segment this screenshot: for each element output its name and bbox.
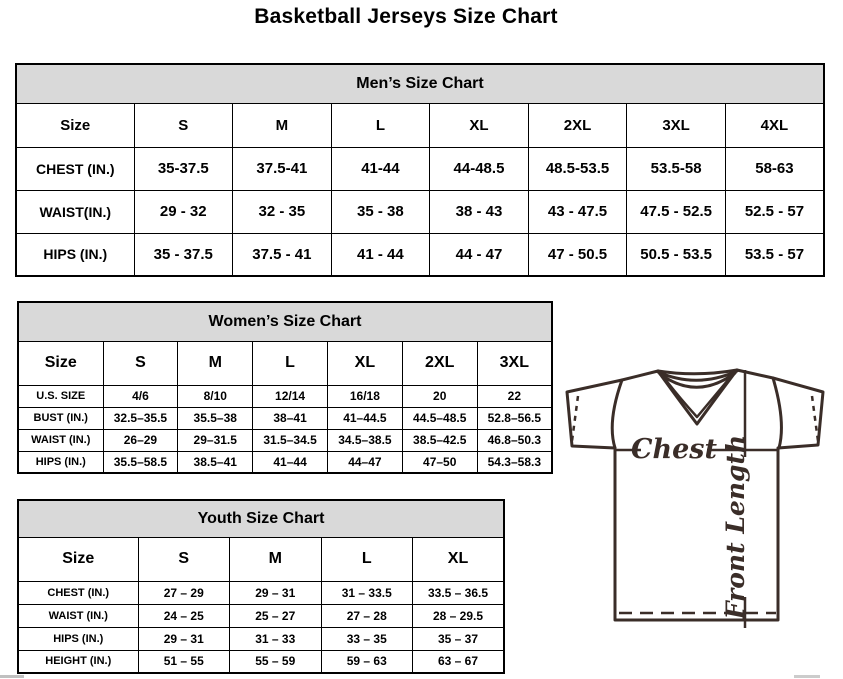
youth-table-title: Youth Size Chart bbox=[18, 500, 504, 537]
womens-row-label: WAIST (IN.) bbox=[18, 429, 103, 451]
mens-column-header: L bbox=[331, 103, 430, 147]
womens-value-cell: 41–44 bbox=[253, 451, 328, 473]
mens-value-cell: 50.5 - 53.5 bbox=[627, 233, 726, 276]
youth-table-row bbox=[18, 581, 504, 604]
youth-table-row bbox=[18, 627, 504, 650]
womens-value-cell: 34.5–38.5 bbox=[327, 429, 402, 451]
mens-value-cell: 41-44 bbox=[331, 147, 430, 190]
mens-row-label: CHEST (IN.) bbox=[16, 147, 134, 190]
womens-table-title: Women’s Size Chart bbox=[18, 302, 552, 341]
youth-value-cell: 33.5 – 36.5 bbox=[413, 581, 505, 604]
mens-value-cell: 47.5 - 52.5 bbox=[627, 190, 726, 233]
womens-column-header: M bbox=[178, 341, 253, 385]
mens-table-row bbox=[16, 233, 824, 276]
youth-column-header: L bbox=[321, 537, 413, 581]
womens-value-cell: 4/6 bbox=[103, 385, 178, 407]
mens-value-cell: 53.5-58 bbox=[627, 147, 726, 190]
mens-value-cell: 47 - 50.5 bbox=[528, 233, 627, 276]
youth-value-cell: 59 – 63 bbox=[321, 650, 413, 673]
womens-value-cell: 38.5–41 bbox=[178, 451, 253, 473]
youth-value-cell: 31 – 33 bbox=[230, 627, 322, 650]
youth-row-label: HIPS (IN.) bbox=[18, 627, 138, 650]
mens-value-cell: 58-63 bbox=[725, 147, 824, 190]
mens-table-row bbox=[16, 147, 824, 190]
mens-row-label: HIPS (IN.) bbox=[16, 233, 134, 276]
mens-column-header: 2XL bbox=[528, 103, 627, 147]
womens-value-cell: 16/18 bbox=[327, 385, 402, 407]
youth-value-cell: 63 – 67 bbox=[413, 650, 505, 673]
mens-value-cell: 35 - 37.5 bbox=[134, 233, 233, 276]
womens-table-row bbox=[18, 385, 552, 407]
mens-value-cell: 32 - 35 bbox=[233, 190, 332, 233]
mens-value-cell: 44 - 47 bbox=[430, 233, 529, 276]
mens-value-cell: 37.5 - 41 bbox=[233, 233, 332, 276]
womens-table-row bbox=[18, 429, 552, 451]
womens-value-cell: 52.8–56.5 bbox=[477, 407, 552, 429]
youth-value-cell: 51 – 55 bbox=[138, 650, 230, 673]
womens-value-cell: 35.5–58.5 bbox=[103, 451, 178, 473]
mens-table-title: Men’s Size Chart bbox=[16, 64, 824, 103]
youth-row-label: CHEST (IN.) bbox=[18, 581, 138, 604]
youth-value-cell: 55 – 59 bbox=[230, 650, 322, 673]
mens-size-table bbox=[15, 63, 825, 277]
mens-column-header: XL bbox=[430, 103, 529, 147]
mens-row-label: WAIST(IN.) bbox=[16, 190, 134, 233]
mens-value-cell: 35 - 38 bbox=[331, 190, 430, 233]
left-sleeve-dashed-line bbox=[572, 396, 578, 441]
scrollbar-fragment-left[interactable] bbox=[0, 675, 24, 678]
jersey-outline-drawing bbox=[557, 362, 837, 634]
mens-column-header: S bbox=[134, 103, 233, 147]
womens-value-cell: 41–44.5 bbox=[327, 407, 402, 429]
mens-column-header: M bbox=[233, 103, 332, 147]
collar-top-edge bbox=[658, 370, 737, 374]
womens-column-header: 3XL bbox=[477, 341, 552, 385]
mens-value-cell: 38 - 43 bbox=[430, 190, 529, 233]
womens-table-row bbox=[18, 451, 552, 473]
youth-table-row bbox=[18, 650, 504, 673]
youth-column-header: Size bbox=[18, 537, 138, 581]
mens-table-row bbox=[16, 190, 824, 233]
youth-table-row bbox=[18, 604, 504, 627]
womens-value-cell: 44.5–48.5 bbox=[402, 407, 477, 429]
womens-row-label: U.S. SIZE bbox=[18, 385, 103, 407]
womens-size-table bbox=[17, 301, 553, 474]
womens-value-cell: 47–50 bbox=[402, 451, 477, 473]
youth-row-label: WAIST (IN.) bbox=[18, 604, 138, 627]
jersey-measurement-diagram bbox=[557, 362, 837, 634]
womens-value-cell: 31.5–34.5 bbox=[253, 429, 328, 451]
womens-value-cell: 38.5–42.5 bbox=[402, 429, 477, 451]
youth-value-cell: 28 – 29.5 bbox=[413, 604, 505, 627]
womens-value-cell: 22 bbox=[477, 385, 552, 407]
youth-value-cell: 24 – 25 bbox=[138, 604, 230, 627]
youth-value-cell: 27 – 28 bbox=[321, 604, 413, 627]
mens-value-cell: 44-48.5 bbox=[430, 147, 529, 190]
chest-label: Chest bbox=[631, 434, 717, 465]
womens-column-header: XL bbox=[327, 341, 402, 385]
youth-value-cell: 25 – 27 bbox=[230, 604, 322, 627]
womens-column-header: 2XL bbox=[402, 341, 477, 385]
mens-value-cell: 29 - 32 bbox=[134, 190, 233, 233]
youth-value-cell: 29 – 31 bbox=[230, 581, 322, 604]
womens-row-label: BUST (IN.) bbox=[18, 407, 103, 429]
womens-value-cell: 26–29 bbox=[103, 429, 178, 451]
mens-column-header: 4XL bbox=[725, 103, 824, 147]
womens-value-cell: 8/10 bbox=[178, 385, 253, 407]
mens-value-cell: 48.5-53.5 bbox=[528, 147, 627, 190]
youth-size-table bbox=[17, 499, 505, 674]
mens-column-header: 3XL bbox=[627, 103, 726, 147]
womens-value-cell: 20 bbox=[402, 385, 477, 407]
jersey-body-outline bbox=[567, 370, 823, 620]
front-length-label: Front Length bbox=[721, 434, 750, 620]
youth-value-cell: 33 – 35 bbox=[321, 627, 413, 650]
mens-value-cell: 41 - 44 bbox=[331, 233, 430, 276]
youth-value-cell: 35 – 37 bbox=[413, 627, 505, 650]
mens-value-cell: 52.5 - 57 bbox=[725, 190, 824, 233]
youth-value-cell: 31 – 33.5 bbox=[321, 581, 413, 604]
mens-column-header: Size bbox=[16, 103, 134, 147]
right-armhole-seam bbox=[773, 378, 781, 448]
youth-column-header: M bbox=[230, 537, 322, 581]
womens-value-cell: 44–47 bbox=[327, 451, 402, 473]
womens-table-row bbox=[18, 407, 552, 429]
womens-value-cell: 35.5–38 bbox=[178, 407, 253, 429]
womens-column-header: L bbox=[253, 341, 328, 385]
womens-value-cell: 46.8–50.3 bbox=[477, 429, 552, 451]
youth-row-label: HEIGHT (IN.) bbox=[18, 650, 138, 673]
mens-value-cell: 35-37.5 bbox=[134, 147, 233, 190]
youth-column-header: S bbox=[138, 537, 230, 581]
womens-row-label: HIPS (IN.) bbox=[18, 451, 103, 473]
womens-value-cell: 32.5–35.5 bbox=[103, 407, 178, 429]
womens-value-cell: 12/14 bbox=[253, 385, 328, 407]
page-title: Basketball Jerseys Size Chart bbox=[254, 5, 558, 28]
womens-value-cell: 38–41 bbox=[253, 407, 328, 429]
youth-value-cell: 27 – 29 bbox=[138, 581, 230, 604]
womens-column-header: S bbox=[103, 341, 178, 385]
right-sleeve-dashed-line bbox=[812, 396, 818, 441]
mens-value-cell: 53.5 - 57 bbox=[725, 233, 824, 276]
womens-column-header: Size bbox=[18, 341, 103, 385]
mens-value-cell: 37.5-41 bbox=[233, 147, 332, 190]
womens-value-cell: 29–31.5 bbox=[178, 429, 253, 451]
youth-column-header: XL bbox=[413, 537, 505, 581]
mens-value-cell: 43 - 47.5 bbox=[528, 190, 627, 233]
left-armhole-seam bbox=[612, 380, 622, 448]
youth-value-cell: 29 – 31 bbox=[138, 627, 230, 650]
scrollbar-fragment-right[interactable] bbox=[794, 675, 820, 678]
womens-value-cell: 54.3–58.3 bbox=[477, 451, 552, 473]
